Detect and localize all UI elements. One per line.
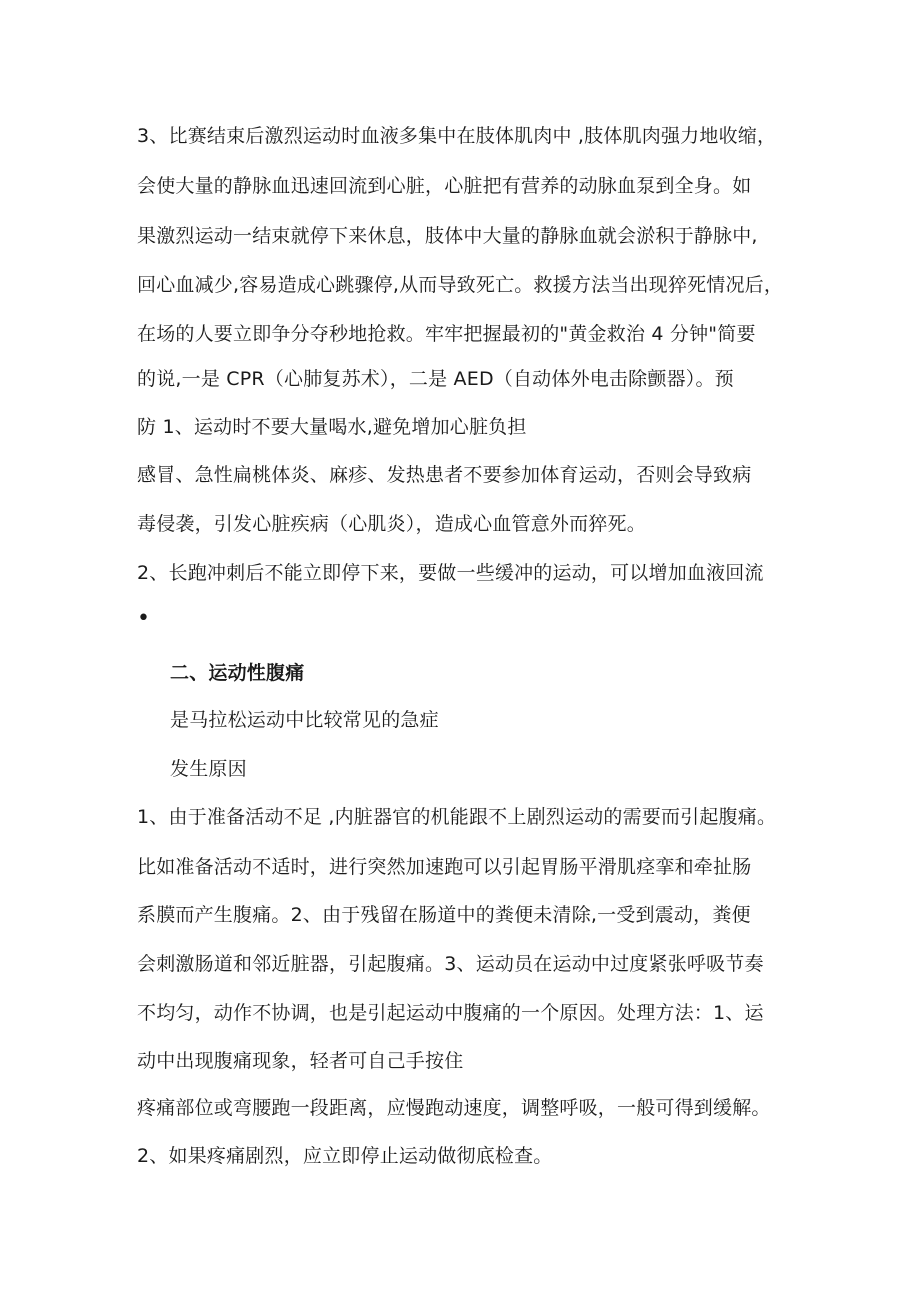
paragraph-line: 会刺激肠道和邻近脏器，引起腹痛。3、运动员在运动中过度紧张呼吸节奏 [137,953,764,975]
paragraph-line: 的说,一是 CPR（心肺复苏术），二是 AED（自动体外电击除颤器）。预 [137,368,734,390]
paragraph-line: 回心血减少,容易造成心跳骤停,从而导致死亡。救援方法当出现猝死情况后， [137,274,784,296]
paragraph-line: 果激烈运动一结束就停下来休息，肢体中大量的静脉血就会淤积于静脉中, [137,225,758,247]
paragraph-line: 1、由于准备活动不足 ,内脏器官的机能跟不上剧烈运动的需要而引起腹痛。 [137,806,777,828]
section-heading: 二、运动性腹痛 [170,662,305,684]
intro-line: 是马拉松运动中比较常见的急症 [170,709,439,731]
paragraph-line: 2、长跑冲刺后不能立即停下来，要做一些缓冲的运动，可以增加血液回流 [137,562,764,584]
paragraph-line: 动中出现腹痛现象，轻者可自己手按住 [137,1050,464,1072]
paragraph-line: 毒侵袭，引发心脏疾病（心肌炎），造成心血管意外而猝死。 [137,513,646,535]
paragraph-line: 不均匀，动作不协调，也是引起运动中腹痛的一个原因。处理方法：1、运 [137,1002,764,1024]
paragraph-line: 疼痛部位或弯腰跑一段距离，应慢跑动速度，调整呼吸，一般可得到缓解。 [137,1097,771,1119]
bullet-mark: • [137,606,151,631]
paragraph-line: 感冒、急性扁桃体炎、麻疹、发热患者不要参加体育运动，否则会导致病 [137,464,752,486]
paragraph-line: 系膜而产生腹痛。2、由于残留在肠道中的粪便未清除,一受到震动，粪便 [137,904,751,926]
paragraph-line: 会使大量的静脉血迅速回流到心脏，心脏把有营养的动脉血泵到全身。如 [137,175,752,197]
paragraph-line: 3、比赛结束后激烈运动时血液多集中在肢体肌肉中 ,肢体肌肉强力地收缩， [137,125,777,147]
subheading: 发生原因 [170,758,247,780]
paragraph-line: 在场的人要立即争分夺秒地抢救。牢牢把握最初的"黄金救治 4 分钟"简要 [137,323,756,345]
paragraph-line: 防 1、运动时不要大量喝水,避免增加心脏负担 [137,416,527,438]
paragraph-line: 2、如果疼痛剧烈，应立即停止运动做彻底检查。 [137,1145,553,1167]
paragraph-line: 比如准备活动不适时，进行突然加速跑可以引起胃肠平滑肌痉挛和牵扯肠 [137,856,752,878]
